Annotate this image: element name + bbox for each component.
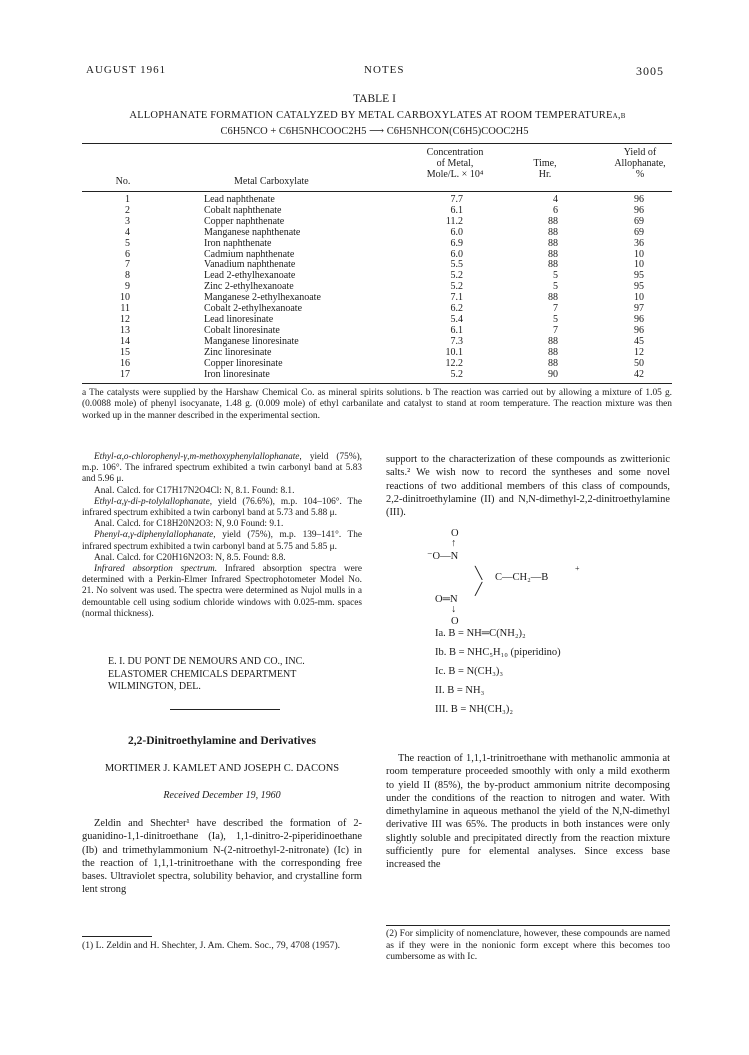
table-cell-time: 88 [548, 335, 558, 347]
table-cell-metal: Manganese 2-ethylhexanoate [204, 292, 321, 304]
column-header-metal: Metal Carboxylate [234, 176, 309, 187]
table-cell-yield: 69 [634, 226, 644, 238]
table-cell-no: 8 [125, 270, 130, 282]
table-column-concentration [415, 195, 463, 380]
article-title: 2,2-Dinitroethylamine and Derivatives [128, 735, 316, 747]
table-bottom-rule [82, 383, 672, 384]
table-cell-yield: 69 [634, 215, 644, 227]
table-cell-metal: Iron naphthenate [204, 237, 272, 249]
table-cell-no: 6 [125, 248, 130, 260]
table-cell-metal: Cobalt linoresinate [204, 324, 280, 336]
page-number: 3005 [636, 64, 664, 78]
table-cell-yield: 36 [634, 237, 644, 249]
table-cell-yield: 96 [634, 204, 644, 216]
table-cell-metal: Lead 2-ethylhexanoate [204, 270, 296, 282]
carbon-chain: C—CH₂—B [495, 572, 549, 583]
oxygen-bottom: O [451, 616, 459, 627]
table-cell-time: 88 [548, 215, 558, 227]
table-cell-no: 7 [125, 259, 130, 271]
table-cell-yield: 95 [634, 281, 644, 293]
compound-Ib: Ib. B = NHC₅H₁₀ (piperidino) [435, 647, 561, 658]
table-cell-yield: 42 [634, 368, 644, 380]
column-header-time: Time, Hr. [533, 158, 557, 180]
table-label: TABLE I [353, 93, 396, 105]
table-cell-yield: 12 [634, 346, 644, 358]
received-date: Received December 19, 1960 [163, 790, 281, 801]
positive-charge: + [575, 564, 580, 573]
table-cell-yield: 45 [634, 335, 644, 347]
table-cell-conc: 5.2 [450, 281, 463, 293]
column-header-no: No. [115, 176, 131, 187]
compound-name: Phenyl-α,γ-diphenylallophanate, [94, 530, 216, 541]
table-column-yield [618, 195, 644, 380]
table-cell-time: 5 [553, 313, 558, 325]
compound-Ic: Ic. B = N(CH₃)₃ [435, 666, 504, 677]
compound-name: Ethyl-α,γ-di-p-tolylallophanate, [94, 496, 213, 507]
structural-formula: O ↑ ⁻O—N ╲ C—CH₂—B + ╱ O═N ↓ O [427, 528, 580, 627]
table-cell-conc: 6.0 [450, 248, 463, 260]
table-cell-no: 10 [120, 292, 130, 304]
table-cell-time: 4 [553, 194, 558, 205]
table-cell-conc: 6.1 [450, 204, 463, 216]
table-cell-no: 5 [125, 237, 130, 249]
table-cell-no: 15 [120, 346, 130, 358]
table-cell-conc: 5.2 [450, 270, 463, 282]
table-cell-metal: Iron linoresinate [204, 368, 270, 380]
footnote-1: (1) L. Zeldin and H. Shechter, J. Am. Chem. Soc., 79, 4708 (1957). [82, 940, 341, 951]
column-header-concentration: Concentration of Metal, Mole/L. × 10⁴ [426, 147, 484, 180]
table-cell-metal: Manganese naphthenate [204, 226, 301, 238]
table-cell-no: 11 [120, 303, 130, 315]
affiliation: E. I. DU PONT DE NEMOURS AND CO., INC. ELASTOMER CHEMICALS DEPARTMENT WILMINGTON, DEL. [108, 656, 305, 692]
table-cell-conc: 11.2 [445, 215, 463, 227]
table-column-no [98, 195, 130, 380]
table-cell-time: 7 [553, 324, 558, 336]
table-cell-no: 2 [125, 204, 130, 216]
footnote-2: (2) For simplicity of nomenclature, however, these compounds are named as if they were in the nonionic form except where this becomes too cumbersome as with Ic. [386, 928, 670, 963]
table-cell-metal: Zinc linoresinate [204, 346, 272, 358]
footnote-rule-right [386, 925, 670, 926]
dative-arrow-down: ↓ [451, 604, 457, 615]
running-header-section: NOTES [364, 64, 405, 76]
table-cell-conc: 6.1 [450, 324, 463, 336]
oxygen-top: O [451, 528, 459, 539]
table-cell-time: 88 [548, 237, 558, 249]
table-cell-yield: 50 [634, 357, 644, 369]
table-cell-time: 90 [548, 368, 558, 380]
table-cell-conc: 5.4 [450, 313, 463, 325]
nitro-group: O═N [435, 594, 458, 605]
table-cell-metal: Zinc 2-ethylhexanoate [204, 281, 294, 293]
table-cell-time: 88 [548, 259, 558, 271]
running-header-date: AUGUST 1961 [86, 64, 167, 76]
table-cell-yield: 95 [634, 270, 644, 282]
table-cell-no: 3 [125, 215, 130, 227]
table-cell-conc: 12.2 [445, 357, 463, 369]
table-cell-time: 7 [553, 303, 558, 315]
table-cell-time: 88 [548, 226, 558, 238]
table-cell-metal: Copper linoresinate [204, 357, 283, 369]
table-cell-time: 88 [548, 357, 558, 369]
article-body-left: Zeldin and Shechter¹ have described the formation of 2-guanidino-1,1-dinitroethane (Ia), 1,1-dinitro-2-piperidinoethane (Ib) and trimethylammonium N-(2-nitroethyl-2-nitronate) (Ic) in the reaction of 1,1,1-trinitroethane with the corresponding free bases. Ultraviolet spectra, solubility behavior, and crystalline form lent strong [82, 818, 362, 896]
table-cell-yield: 10 [634, 259, 644, 271]
table-cell-no: 13 [120, 324, 130, 336]
table-cell-conc: 5.2 [450, 368, 463, 380]
table-cell-no: 9 [125, 281, 130, 293]
table-header-rule [82, 191, 672, 192]
footnote-rule [82, 936, 152, 937]
table-cell-conc: 5.5 [450, 259, 463, 271]
table-equation: C6H5NCO + C6H5NHCOOC2H5 ⟶ C6H5NHCON(C6H5)COOC2H5 [220, 126, 529, 137]
table-cell-no: 4 [125, 226, 130, 238]
table-cell-conc: 10.1 [445, 346, 463, 358]
left-experimental: Ethyl-α,o-chlorophenyl-γ,m-methoxyphenylallophanate, yield (75%), m.p. 106°. The infrared spectrum exhibited a twin carbonyl band at 5.83 and 5.96 μ. Anal. Calcd. for C17H17N2O4Cl: N, 8.1. Found: 8.1. Ethyl-α,γ-di-p-tolylallophanate, yield (76.6%), m.p. 104–106°. The infrared spectrum exhibited a twin carbonyl band at 5.73 and 5.88 μ. Anal. Calcd. for C18H20N2O3: N, 9.0 Found: 9.1. Phenyl-α,γ-diphenylallophanate, yield (75%), m.p. 139–141°. The infrared spectrum exhibited a twin carbonyl band at 5.75 and 5.85 μ. Anal. Calcd. for C20H16N2O3: N, 8.5. Found: 8.8. Infrared absorption spectrum. Infrared absorption spectra were determined with a Perkin-Elmer Infrared Spectrophotometer Model No. 21. No solvent was used. The spectra were determined as Nujol mulls in a demountable cell using sodium chloride windows with 0.025-mm. spaces (normal thickness). [82, 452, 363, 619]
table-column-metal [204, 195, 321, 380]
table-cell-time: 88 [548, 248, 558, 260]
table-cell-metal: Copper naphthenate [204, 215, 285, 227]
separator-rule [170, 709, 280, 710]
compound-II: II. B = NH₃ [435, 685, 485, 696]
table-cell-metal: Manganese linoresinate [204, 335, 299, 347]
table-cell-no: 17 [120, 368, 130, 380]
table-cell-yield: 10 [634, 248, 644, 260]
table-cell-no: 16 [120, 357, 130, 369]
table-cell-no: 12 [120, 313, 130, 325]
table-cell-conc: 7.7 [450, 194, 463, 205]
table-cell-conc: 6.0 [450, 226, 463, 238]
table-column-time [530, 195, 558, 380]
table-cell-yield: 10 [634, 292, 644, 304]
table-cell-yield: 96 [634, 324, 644, 336]
compound-name: Ethyl-α,o-chlorophenyl-γ,m-methoxyphenylallophanate, [94, 452, 302, 462]
nitronate-group: ⁻O—N [427, 551, 459, 562]
table-footnote: a The catalysts were supplied by the Harshaw Chemical Co. as mineral spirits solutions. b The reaction was carried out by allowing a mixture of 1.05 g. (0.0088 mole) of phenyl isocyanate, 1.48 g. (0.009 mole) of ethyl carbanilate and catalyst to stand at room temperature. The reaction mixture was then worked up in the manner described in the experimental section. [82, 388, 672, 421]
dative-arrow-up: ↑ [451, 538, 457, 549]
table-title: ALLOPHANATE FORMATION CATALYZED BY METAL CARBOXYLATES AT ROOM TEMPERATUREa,b [129, 110, 626, 121]
table-top-rule [82, 143, 672, 144]
compound-III: III. B = NH(CH₃)₂ [435, 704, 513, 715]
table-cell-no: 1 [125, 194, 130, 205]
table-cell-time: 88 [548, 292, 558, 304]
article-authors: MORTIMER J. KAMLET AND JOSEPH C. DACONS [104, 763, 340, 774]
table-cell-yield: 96 [634, 194, 644, 205]
compound-Ia: Ia. B = NH═C(NH₂)₂ [435, 628, 526, 639]
table-cell-metal: Vanadium naphthenate [204, 259, 296, 271]
section-heading: Infrared absorption spectrum. [94, 564, 218, 575]
table-cell-time: 5 [553, 270, 558, 282]
table-cell-metal: Cobalt naphthenate [204, 204, 282, 216]
table-cell-metal: Lead linoresinate [204, 313, 274, 325]
table-cell-no: 14 [120, 335, 130, 347]
article-body-right: The reaction of 1,1,1-trinitroethane with methanolic ammonia at room temperature proceeded smoothly with only a mild exotherm to yield II (85%), the by-product ammonium nitrite decomposing under the conditions of the reaction to nitrogen and water. With dimethylamine in aqueous methanol the yield of the N,N-dimethyl derivative III was 65%. The products in both instances were only slightly soluble and precipitated directly from the reaction mixture sufficiently pure for elemental analyses. Since excess base increased the [386, 753, 670, 871]
table-cell-yield: 97 [634, 303, 644, 315]
table-cell-time: 5 [553, 281, 558, 293]
table-cell-metal: Cobalt 2-ethylhexanoate [204, 303, 303, 315]
table-cell-conc: 7.1 [450, 292, 463, 304]
table-cell-conc: 7.3 [450, 335, 463, 347]
table-cell-conc: 6.9 [450, 237, 463, 249]
compound-list [435, 624, 561, 719]
table-cell-conc: 6.2 [450, 303, 463, 315]
table-cell-yield: 96 [634, 313, 644, 325]
table-cell-time: 6 [553, 204, 558, 216]
article-body-right-intro: support to the characterization of these compounds as zwitterionic salts.² We wish now to record the syntheses and some novel reactions of two additional members of this class of compounds, 2,2-dinitroethylamine (II) and N,N-dimethyl-2,2-dinitroethylamine (III). [386, 454, 670, 519]
table-cell-metal: Lead naphthenate [204, 194, 275, 205]
column-header-yield: Yield of Allophanate, % [614, 147, 666, 180]
table-cell-time: 88 [548, 346, 558, 358]
table-cell-metal: Cadmium naphthenate [204, 248, 295, 260]
